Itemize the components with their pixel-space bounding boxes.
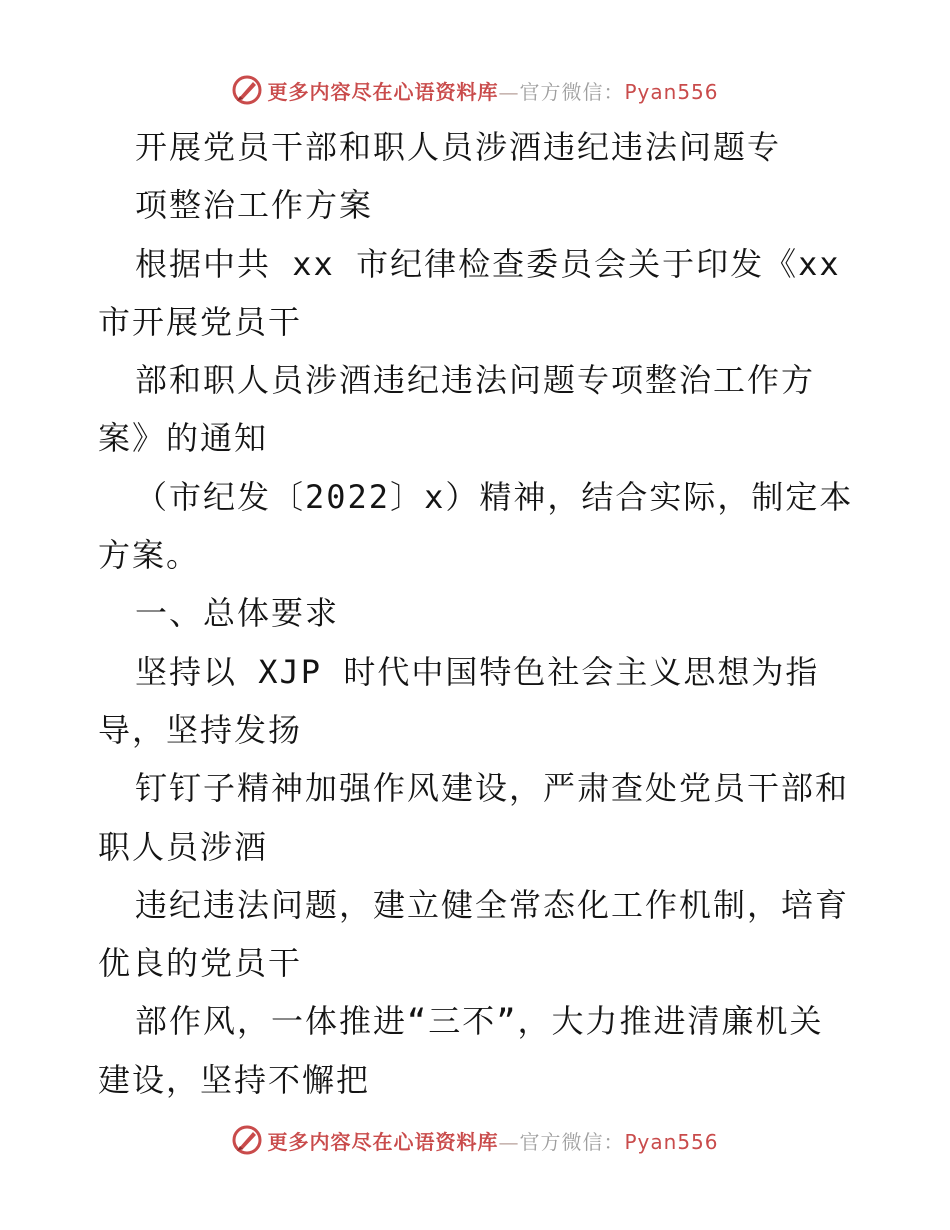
text-line: 开展党员干部和职人员涉酒违纪违法问题专: [135, 128, 782, 166]
quill-logo-icon: [231, 1124, 263, 1156]
quill-logo-icon: [231, 74, 263, 106]
banner-account: Pyan556: [624, 1129, 719, 1154]
banner-wechat-label: 官方微信：: [519, 79, 625, 104]
header-banner: [0, 70, 950, 110]
banner-wechat-label: 官方微信：: [519, 1129, 625, 1154]
text-line: 方案。: [98, 536, 201, 575]
text-line: 根据中共 xx 市纪律检查委员会关于印发《xx: [135, 244, 841, 283]
text-line: 职人员涉酒: [98, 827, 269, 866]
text-line: 部作风，一体推进“三不”，大力推进清廉机关: [135, 1002, 824, 1041]
text-line: （市纪发〔2022〕x）精神，结合实际，制定本: [135, 477, 854, 516]
text-line: 部和职人员涉酒违纪违法问题专项整治工作方: [135, 361, 816, 400]
text-line: 坚持以 XJP 时代中国特色社会主义思想为指: [135, 652, 820, 691]
text-line: 导，坚持发扬: [98, 710, 303, 749]
banner-dash: —: [498, 79, 520, 104]
banner-text: [267, 1126, 718, 1155]
text-line: 案》的通知: [98, 419, 269, 458]
text-line: 钉钉子精神加强作风建设，严肃查处党员干部和: [135, 769, 850, 808]
banner-site-name: 更多内容尽在心语资料库: [267, 79, 499, 104]
text-line: 违纪违法问题，建立健全常态化工作机制，培育: [135, 885, 850, 924]
banner-account: Pyan556: [624, 79, 719, 104]
text-line: 项整治工作方案: [135, 186, 374, 225]
banner-dash: —: [498, 1129, 520, 1154]
section-heading: 一、总体要求: [135, 594, 340, 633]
banner-site-name: 更多内容尽在心语资料库: [267, 1129, 499, 1154]
text-line: 市开展党员干: [98, 302, 303, 341]
footer-banner: [0, 1120, 950, 1160]
text-line: 建设，坚持不懈把: [98, 1060, 371, 1099]
banner-text: [267, 76, 718, 105]
text-line: 优良的党员干: [98, 944, 303, 983]
document-body: [98, 118, 858, 1109]
